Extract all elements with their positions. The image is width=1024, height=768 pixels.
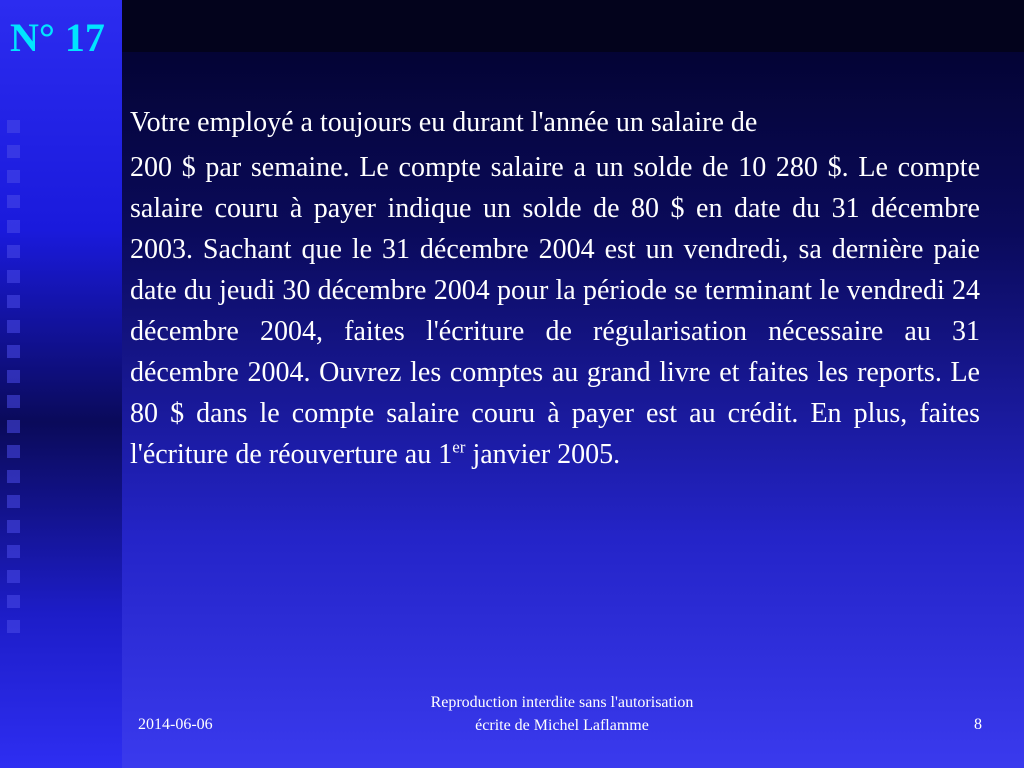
body-paragraph (130, 147, 980, 475)
decorative-square (7, 495, 20, 508)
ordinal-superscript: er (452, 437, 466, 457)
decorative-square (7, 545, 20, 558)
body-paragraph-main: 200 $ par semaine. Le compte salaire a un solde de 10 280 $. Le compte salaire couru à payer indique un solde de 80 $ en date du 31 décembre 2003. Sachant que le 31 décembre 2004 est un vendredi, sa dernière paie date du jeudi 30 décembre 2004 pour la période se terminant le vendredi 24 décembre 2004, faites l'écriture de régularisation nécessaire au 31 décembre 2004. Ouvrez les comptes au grand livre et faites les reports. Le 80 $ dans le compte salaire couru à payer est au crédit. En plus, faites l'écriture de réouverture au 1 (130, 152, 980, 470)
slide-number-title: N° 17 (10, 15, 105, 60)
decorative-square-column (7, 120, 27, 645)
decorative-square (7, 195, 20, 208)
decorative-square (7, 445, 20, 458)
decorative-square (7, 120, 20, 133)
left-blue-panel (0, 0, 122, 768)
decorative-square (7, 295, 20, 308)
decorative-square (7, 345, 20, 358)
footer-page-number: 8 (974, 716, 982, 733)
decorative-square (7, 595, 20, 608)
decorative-square (7, 420, 20, 433)
decorative-square (7, 170, 20, 183)
top-dark-band (122, 0, 1024, 52)
body-first-line: Votre employé a toujours eu durant l'année un salaire de (130, 107, 758, 138)
decorative-square (7, 270, 20, 283)
decorative-square (7, 220, 20, 233)
slide-body-text (130, 102, 980, 475)
decorative-square (7, 370, 20, 383)
decorative-square (7, 570, 20, 583)
decorative-square (7, 145, 20, 158)
decorative-square (7, 620, 20, 633)
body-paragraph-end: janvier 2005. (465, 439, 621, 470)
decorative-square (7, 320, 20, 333)
footer-date: 2014-06-06 (138, 716, 213, 733)
footer-copyright-notice: Reproduction interdite sans l'autorisation écrite de Michel Laflamme (430, 694, 694, 734)
decorative-square (7, 395, 20, 408)
decorative-square (7, 245, 20, 258)
decorative-square (7, 470, 20, 483)
decorative-square (7, 520, 20, 533)
